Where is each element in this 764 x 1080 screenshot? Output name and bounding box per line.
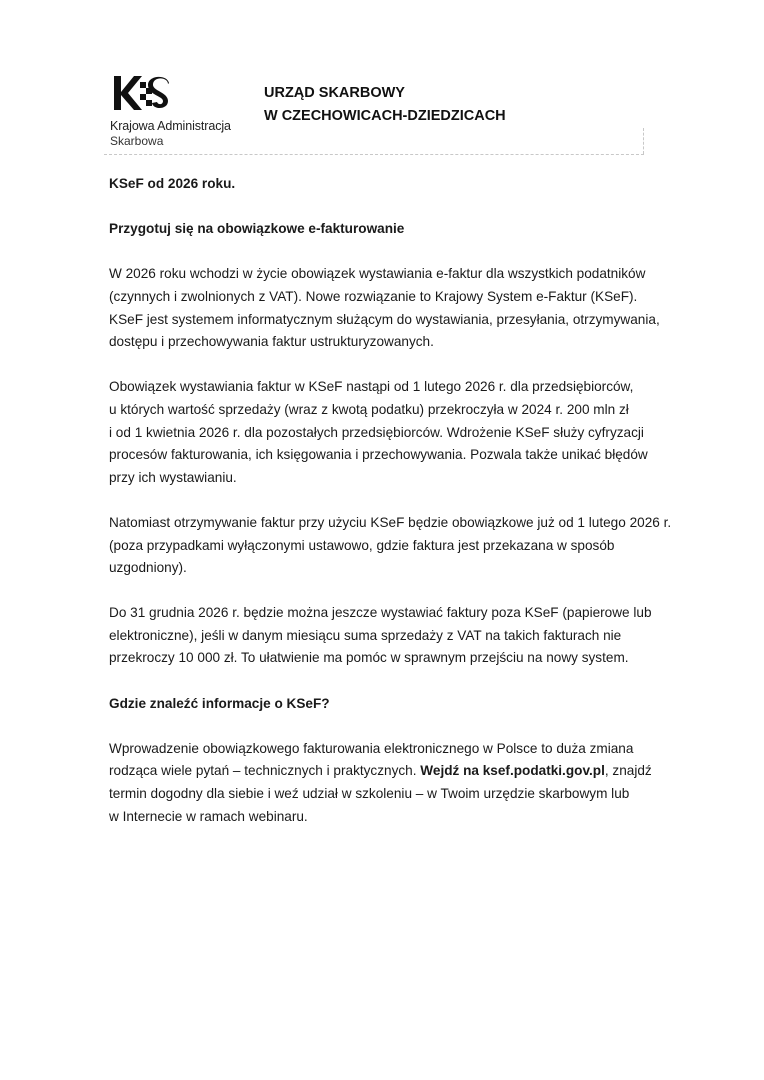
section-heading: Gdzie znaleźć informacje o KSeF? xyxy=(109,695,330,711)
paragraph-line: W 2026 roku wchodzi w życie obowiązek wystawiania e-faktur dla wszystkich podatników xyxy=(109,266,646,282)
ksef-website-link-text: Wejdź na ksef.podatki.gov.pl xyxy=(420,763,605,779)
letterhead xyxy=(104,70,644,155)
office-name xyxy=(264,82,506,128)
paragraph-line: (czynnych i zwolnionych z VAT). Nowe rozwiązanie to Krajowy System e-Faktur (KSeF). xyxy=(109,288,638,304)
paragraph-text: rodząca wiele pytań – technicznych i praktycznych. xyxy=(109,763,421,779)
paragraph-line: Obowiązek wystawiania faktur w KSeF nastąpi od 1 lutego 2026 r. dla przedsiębiorców, xyxy=(109,379,634,395)
logo-text-line1: Krajowa Administracja xyxy=(110,119,231,133)
paragraph-line: KSeF jest systemem informatycznym służącym do wystawiania, przesyłania, otrzymywania, xyxy=(109,311,660,327)
doc-title: KSeF od 2026 roku. xyxy=(109,176,236,191)
office-line1: URZĄD SKARBOWY xyxy=(264,85,405,101)
paragraph-line: (poza przypadkami wyłączonymi ustawowo, gdzie faktura jest przekazana w sposób xyxy=(109,537,615,553)
paragraph-line: dostępu i przechowywania faktur ustrukturyzowanych. xyxy=(109,334,434,350)
logo-text-line2: Skarbowa xyxy=(110,134,164,148)
paragraph-3 xyxy=(109,512,709,580)
paragraph-line: Natomiast otrzymywanie faktur przy użyciu KSeF będzie obowiązkowe już od 1 lutego 2026 r. xyxy=(109,514,672,530)
letterhead-border xyxy=(643,128,644,154)
paragraph-4 xyxy=(109,602,709,670)
paragraph-text: , znajdź xyxy=(604,763,652,779)
paragraph-5 xyxy=(109,738,709,828)
paragraph-1 xyxy=(109,263,709,353)
paragraph-line: uzgodniony). xyxy=(109,560,187,576)
paragraph-line: Do 31 grudnia 2026 r. będzie można jeszcze wystawiać faktury poza KSeF (papierowe lub xyxy=(109,605,652,621)
doc-subtitle: Przygotuj się na obowiązkowe e-fakturowanie xyxy=(109,221,405,237)
kas-logo-icon xyxy=(112,72,172,118)
kas-logo xyxy=(108,70,248,150)
paragraph-line: procesów fakturowania, ich księgowania i przechowywania. Pozwala także unikać błędów xyxy=(109,447,648,463)
paragraph-line: w Internecie w ramach webinaru. xyxy=(109,808,308,824)
paragraph-line: przy ich wystawianiu. xyxy=(109,469,237,485)
office-line2: W CZECHOWICACH-DZIEDZICACH xyxy=(264,108,506,124)
paragraph-2 xyxy=(109,376,709,489)
paragraph-line: przekroczy 10 000 zł. To ułatwienie ma pomóc w sprawnym przejściu na nowy system. xyxy=(109,650,629,666)
paragraph-line xyxy=(109,760,709,783)
paragraph-line: u których wartość sprzedaży (wraz z kwotą podatku) przekroczyła w 2024 r. 200 mln zł xyxy=(109,401,629,417)
paragraph-line: elektroniczne), jeśli w danym miesiącu suma sprzedaży z VAT na takich fakturach nie xyxy=(109,627,622,643)
paragraph-line: termin dogodny dla siebie i weź udział w szkoleniu – w Twoim urzędzie skarbowym lub xyxy=(109,786,630,802)
document-body xyxy=(109,173,709,851)
paragraph-line: Wprowadzenie obowiązkowego fakturowania elektronicznego w Polsce to duża zmiana xyxy=(109,740,634,756)
paragraph-line: i od 1 kwietnia 2026 r. dla pozostałych przedsiębiorców. Wdrożenie KSeF służy cyfryzacji xyxy=(109,424,644,440)
